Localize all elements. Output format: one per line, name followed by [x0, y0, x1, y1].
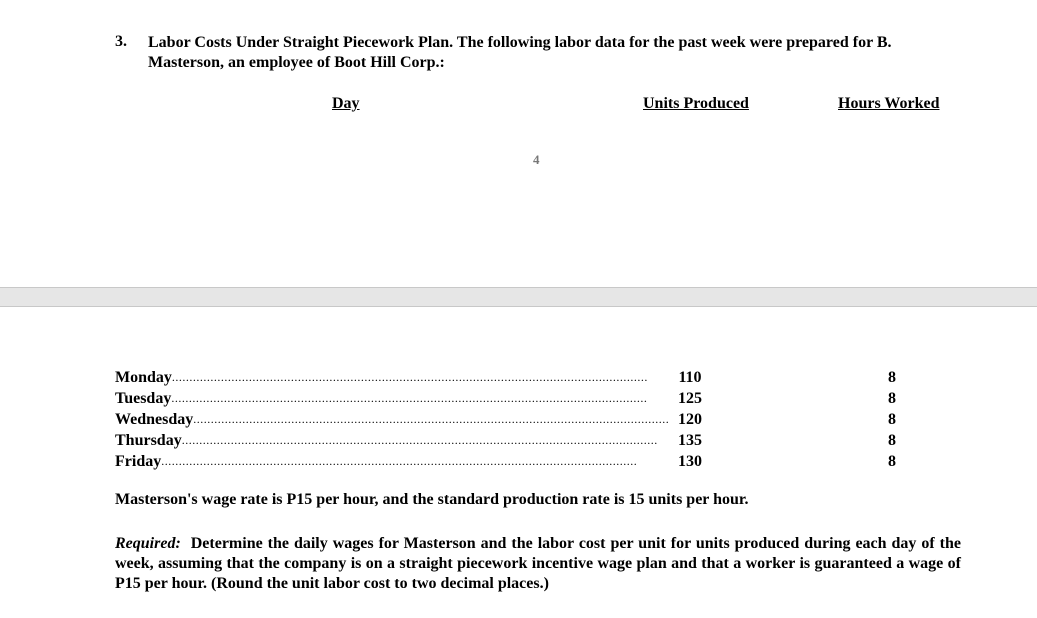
day-column-header: Day — [332, 95, 360, 112]
hours-value: 8 — [888, 369, 896, 386]
document-page-top — [0, 0, 1037, 287]
dot-leader: ........................................................................................................................................ — [171, 370, 648, 384]
hours-column-header: Hours Worked — [838, 95, 940, 112]
day-name: Monday — [115, 369, 172, 386]
units-value: 125 — [678, 390, 702, 407]
required-text: Determine the daily wages for Masterson and the labor cost per unit for units produced during each day of the week, assuming that the company is on a straight piecework incentive wage plan and that a worker is guaranteed a wage of P15 per hour. (Round the unit labor cost to two decimal places.) — [115, 535, 962, 592]
units-value: 130 — [678, 453, 702, 470]
page-break — [0, 287, 1037, 307]
labor-data-table — [115, 367, 915, 472]
dot-leader: ........................................................................................................................................ — [181, 433, 658, 447]
dot-leader: ........................................................................................................................................ — [161, 454, 638, 468]
day-name: Thursday — [115, 432, 182, 449]
units-column-header: Units Produced — [643, 95, 749, 112]
day-name: Tuesday — [115, 390, 172, 407]
wage-rate-note: Masterson's wage rate is P15 per hour, and the standard production rate is 15 units per hour. — [115, 491, 749, 508]
units-value: 110 — [678, 369, 702, 386]
hours-value: 8 — [888, 432, 896, 449]
table-row — [115, 409, 915, 430]
hours-value: 8 — [888, 411, 896, 428]
hours-value: 8 — [888, 390, 896, 407]
units-value: 120 — [678, 411, 702, 428]
dot-leader: ........................................................................................................................................ — [193, 412, 670, 426]
problem-intro: Labor Costs Under Straight Piecework Plan. The following labor data for the past week were prepared for B. Masterson, an employee of Boot Hill Corp.: — [148, 34, 892, 71]
hours-value: 8 — [888, 453, 896, 470]
units-value: 135 — [678, 432, 702, 449]
day-name: Friday — [115, 453, 162, 470]
required-paragraph — [115, 534, 961, 594]
table-row — [115, 451, 915, 472]
day-name: Wednesday — [115, 411, 194, 428]
dot-leader: ........................................................................................................................................ — [171, 391, 648, 405]
table-row — [115, 367, 915, 388]
page-number: 4 — [533, 152, 540, 167]
table-row — [115, 430, 915, 451]
table-row — [115, 388, 915, 409]
problem-number: 3. — [115, 33, 127, 50]
required-label: Required: — [115, 535, 181, 552]
